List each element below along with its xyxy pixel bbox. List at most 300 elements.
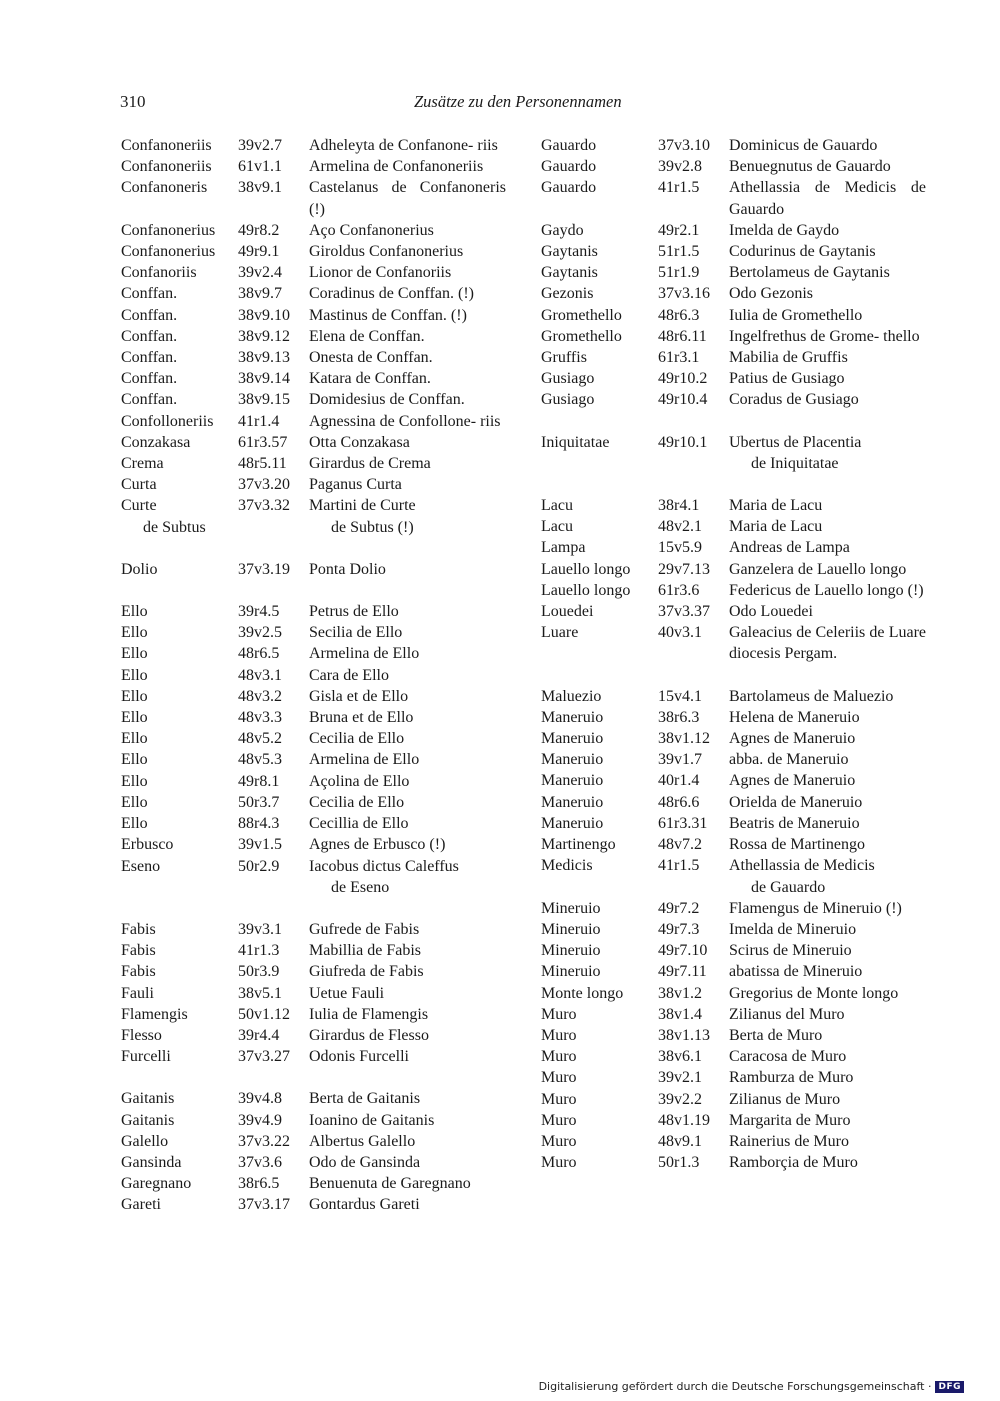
entry-text: Martini de Curte [309, 497, 416, 515]
index-entry [541, 855, 926, 876]
entry-text: Maria de Lacu [729, 518, 823, 536]
index-entry [121, 220, 506, 241]
index-entry-continuation [121, 877, 506, 898]
entry-name: Ello [121, 793, 148, 811]
entry-name: Maneruio [541, 814, 604, 832]
entry-reference: 48r6.6 [658, 793, 700, 811]
entry-text: Domidesius de Conffan. [309, 391, 465, 409]
entry-name: Lauello longo [541, 560, 631, 578]
entry-text: Athellassia de Medicis de Gauardo [729, 179, 926, 218]
entry-name: Gezonis [541, 285, 594, 303]
index-entry [541, 728, 926, 749]
entry-reference: 38v9.15 [238, 391, 290, 409]
entry-text: Flamengus de Mineruio (!) [729, 899, 902, 917]
index-entry-continuation [121, 517, 506, 538]
index-entry [121, 665, 506, 686]
entry-name: Conffan. [121, 349, 178, 367]
index-entry [541, 177, 926, 219]
entry-name: Gareti [121, 1196, 161, 1214]
entry-name: Confanonerius [121, 243, 216, 261]
index-entry [121, 601, 506, 622]
entry-reference: 37v3.19 [238, 560, 290, 578]
index-entry [541, 305, 926, 326]
entry-name: Gaydo [541, 221, 584, 239]
entry-text: Onesta de Conffan. [309, 349, 433, 367]
index-entry [541, 220, 926, 241]
entry-reference: 41r1.4 [238, 412, 280, 430]
index-entry [541, 1110, 926, 1131]
running-title: Zusätze zu den Personennamen [414, 92, 622, 111]
entry-gap [541, 411, 926, 432]
index-entry [121, 1004, 506, 1025]
entry-reference: 37v3.17 [238, 1196, 290, 1214]
index-entry [121, 347, 506, 368]
entry-reference: 38v1.4 [658, 1005, 702, 1023]
entry-reference: 39v2.5 [238, 624, 282, 642]
entry-text: Ubertus de Placentia [729, 433, 862, 451]
entry-name: Lacu [541, 497, 573, 515]
entry-name: Conffan. [121, 370, 178, 388]
index-entry [121, 432, 506, 453]
entry-text: Bertolameus de Gaytanis [729, 264, 890, 282]
entry-text: Katara de Conffan. [309, 370, 431, 388]
entry-text: Gufrede de Fabis [309, 920, 420, 938]
index-entry [541, 389, 926, 410]
index-entry [121, 1173, 506, 1194]
entry-reference: 38r4.1 [658, 497, 700, 515]
index-entry [121, 856, 506, 877]
index-entry [121, 495, 506, 516]
entry-name: Muro [541, 1005, 577, 1023]
entry-text: Orielda de Maneruio [729, 793, 863, 811]
entry-name: Gromethello [541, 306, 622, 324]
entry-text: Imelda de Mineruio [729, 920, 857, 938]
entry-reference: 51r1.9 [658, 264, 700, 282]
entry-text: Zilianus de Muro [729, 1090, 841, 1108]
index-entry [121, 961, 506, 982]
entry-text-continuation: de Iniquitatae [751, 454, 839, 472]
entry-text: Iacobus dictus Caleffus [309, 857, 459, 875]
entry-text: Maria de Lacu [729, 497, 823, 515]
entry-reference: 49r7.10 [658, 942, 708, 960]
entry-name: Crema [121, 455, 164, 473]
entry-text: Odo de Gansinda [309, 1153, 421, 1171]
entry-text: Adheleyta de Confanone- riis [309, 137, 498, 154]
index-entry [121, 453, 506, 474]
index-entry [541, 559, 926, 580]
entry-reference: 61r3.31 [658, 814, 708, 832]
index-entry [121, 474, 506, 495]
entry-name: Mineruio [541, 920, 601, 938]
entry-text: Aço Confanonerius [309, 221, 434, 239]
entry-name: Muro [541, 1026, 577, 1044]
entry-reference: 39v1.7 [658, 751, 702, 769]
entry-reference: 49r7.2 [658, 899, 700, 917]
index-entry [541, 241, 926, 262]
entry-name: Furcelli [121, 1048, 171, 1066]
entry-text: Federicus de Lauello longo (!) [729, 581, 924, 599]
index-entry [541, 1025, 926, 1046]
entry-name: Maneruio [541, 772, 604, 790]
entry-name: Lacu [541, 518, 573, 536]
index-entry [121, 707, 506, 728]
entry-text: Rossa de Martinengo [729, 836, 865, 854]
entry-name: Louedei [541, 603, 594, 621]
entry-reference: 39v2.2 [658, 1090, 702, 1108]
entry-reference-blank [680, 453, 751, 474]
entry-text: Coradus de Gusiago [729, 391, 859, 409]
entry-name: Muro [541, 1111, 577, 1129]
entry-text: Odo Louedei [729, 603, 813, 621]
entry-text-continuation: de Gauardo [751, 878, 826, 896]
entry-reference: 38v9.14 [238, 370, 290, 388]
index-entry [121, 262, 506, 283]
index-entry [541, 940, 926, 961]
entry-name: Confanoneriis [121, 137, 212, 154]
entry-text: Ioanino de Gaitanis [309, 1111, 435, 1129]
entry-text: Cecillia de Ello [309, 815, 409, 833]
entry-text: Beatris de Maneruio [729, 814, 860, 832]
index-entry [541, 1067, 926, 1088]
index-entry [541, 156, 926, 177]
index-entry [121, 940, 506, 961]
entry-reference: 48r6.3 [658, 306, 700, 324]
entry-name: Maneruio [541, 751, 604, 769]
entry-name: Ello [121, 687, 148, 705]
entry-reference: 48r6.11 [658, 327, 707, 345]
entry-reference: 39r4.5 [238, 603, 280, 621]
entry-gap [541, 474, 926, 495]
entry-reference: 38r6.3 [658, 708, 700, 726]
entry-reference: 38v5.1 [238, 984, 282, 1002]
index-entry [121, 1088, 506, 1109]
entry-name: Gauardo [541, 158, 597, 176]
entry-name: Confanoriis [121, 264, 197, 282]
entry-reference: 48r6.5 [238, 645, 280, 663]
index-entry [121, 305, 506, 326]
entry-name: Iniquitatae [541, 433, 610, 451]
entry-name: Conffan. [121, 327, 178, 345]
entry-name: Conzakasa [121, 433, 191, 451]
entry-name: Dolio [121, 560, 158, 578]
index-entry [541, 1131, 926, 1152]
entry-text: Bartolameus de Maluezio [729, 687, 894, 705]
entry-reference-blank [680, 877, 751, 898]
index-entry [541, 707, 926, 728]
entry-reference: 48r5.11 [238, 455, 287, 473]
entry-reference: 39v2.7 [238, 137, 282, 154]
index-entry [541, 1004, 926, 1025]
index-entry [541, 537, 926, 558]
entry-text: Gisla et de Ello [309, 687, 409, 705]
index-entry [541, 326, 926, 347]
index-entry [121, 771, 506, 792]
entry-gap [121, 898, 506, 919]
entry-reference: 37v3.10 [658, 137, 710, 154]
entry-name: Fabis [121, 963, 156, 981]
entry-text: Açolina de Ello [309, 772, 410, 790]
entry-reference: 50r3.7 [238, 793, 280, 811]
entry-reference: 48v3.1 [238, 666, 282, 684]
entry-name: Maneruio [541, 708, 604, 726]
entry-text: Armelina de Ello [309, 751, 420, 769]
index-entry [541, 770, 926, 791]
index-entry-continuation [541, 877, 926, 898]
entry-reference: 39r4.4 [238, 1026, 280, 1044]
entry-text: Castelanus de Confanoneris (!) [309, 179, 506, 218]
entry-reference: 50r2.9 [238, 857, 280, 875]
entry-name: Erbusco [121, 836, 174, 854]
entry-reference: 39v2.4 [238, 264, 282, 282]
entry-text: Benuegnutus de Gauardo [729, 158, 891, 176]
entry-reference: 61v1.1 [238, 158, 282, 176]
entry-name: Conffan. [121, 306, 178, 324]
entry-text: Albertus Galello [309, 1132, 416, 1150]
index-entry [541, 898, 926, 919]
entry-text: Patius de Gusiago [729, 370, 845, 388]
entry-text-continuation: de Eseno [331, 878, 390, 896]
entry-gap [121, 580, 506, 601]
entry-text: Cara de Ello [309, 666, 389, 684]
entry-name: Confolloneriis [121, 412, 214, 430]
entry-reference: 49r7.11 [658, 963, 707, 981]
entry-reference-blank [260, 517, 331, 538]
index-entry [121, 813, 506, 834]
entry-name: Gauardo [541, 137, 597, 154]
entry-name: Garegnano [121, 1175, 192, 1193]
index-entry [121, 1131, 506, 1152]
entry-reference: 38v9.7 [238, 285, 282, 303]
entry-text: Coradinus de Conffan. (!) [309, 285, 474, 303]
index-entry [121, 1025, 506, 1046]
entry-text: Ponta Dolio [309, 560, 386, 578]
entry-reference: 48v3.2 [238, 687, 282, 705]
entry-reference: 61r3.57 [238, 433, 288, 451]
entry-name: Maneruio [541, 730, 604, 748]
index-entry [541, 919, 926, 940]
entry-reference: 49r10.2 [658, 370, 708, 388]
entry-reference: 37v3.32 [238, 497, 290, 515]
entry-text: abba. de Maneruio [729, 751, 849, 769]
entry-text: Odonis Furcelli [309, 1048, 409, 1066]
entry-reference: 38v1.12 [658, 730, 710, 748]
entry-gap [541, 665, 926, 686]
entry-name: Ello [121, 624, 148, 642]
entry-text: Codurinus de Gaytanis [729, 243, 876, 261]
entry-name: Mineruio [541, 963, 601, 981]
entry-text: Agnes de Maneruio [729, 730, 856, 748]
index-entry-continuation [541, 453, 926, 474]
entry-reference: 37v3.6 [238, 1153, 282, 1171]
index-entry [121, 983, 506, 1004]
index-entry [121, 1194, 506, 1215]
entry-reference: 41r1.3 [238, 942, 280, 960]
entry-text: abatissa de Mineruio [729, 963, 863, 981]
entry-reference: 39v2.1 [658, 1069, 702, 1087]
entry-reference: 38v1.2 [658, 984, 702, 1002]
entry-name: Muro [541, 1090, 577, 1108]
entry-text: Bruna et de Ello [309, 709, 414, 727]
index-entry [121, 241, 506, 262]
index-entry [541, 283, 926, 304]
index-entry [541, 1046, 926, 1067]
entry-reference: 49r7.3 [658, 920, 700, 938]
entry-reference: 37v3.22 [238, 1132, 290, 1150]
entry-text: Agnessina de Confollone- riis [309, 412, 501, 430]
index-entry [121, 919, 506, 940]
entry-text: Armelina de Ello [309, 645, 420, 663]
entry-reference: 48v9.1 [658, 1132, 702, 1150]
entry-text: Mabillia de Fabis [309, 942, 421, 960]
entry-text: Zilianus del Muro [729, 1005, 845, 1023]
entry-text: Giroldus Confanonerius [309, 243, 464, 261]
entry-reference: 48v2.1 [658, 518, 702, 536]
entry-text: Berta de Gaitanis [309, 1090, 421, 1108]
entry-reference: 37v3.37 [658, 603, 710, 621]
entry-gap [121, 1067, 506, 1088]
index-entry [121, 326, 506, 347]
entry-name: Martinengo [541, 836, 616, 854]
entry-reference: 38v9.10 [238, 306, 290, 324]
right-column [541, 135, 926, 1173]
entry-reference: 40r1.4 [658, 772, 700, 790]
entry-name-continuation [121, 877, 260, 898]
entry-reference: 48v7.2 [658, 836, 702, 854]
entry-reference: 49r8.2 [238, 221, 280, 239]
entry-name: Ello [121, 709, 148, 727]
entry-name-continuation: de Subtus [143, 518, 206, 536]
entry-name: Gaytanis [541, 243, 598, 261]
index-entry [121, 686, 506, 707]
entry-name: Flamengis [121, 1005, 188, 1023]
index-entry [541, 580, 926, 601]
index-entry [541, 262, 926, 283]
entry-reference: 41r1.5 [658, 857, 700, 875]
entry-name: Confanoneris [121, 179, 208, 197]
entry-reference: 48v1.19 [658, 1111, 710, 1129]
entry-reference: 61r3.6 [658, 581, 700, 599]
index-entry [541, 516, 926, 537]
entry-text: Scirus de Mineruio [729, 942, 852, 960]
entry-name: Maneruio [541, 793, 604, 811]
entry-reference: 38v1.13 [658, 1026, 710, 1044]
entry-name: Flesso [121, 1026, 162, 1044]
entry-name: Confanonerius [121, 221, 216, 239]
entry-name: Ello [121, 751, 148, 769]
entry-reference: 48v3.3 [238, 709, 282, 727]
entry-reference: 15v5.9 [658, 539, 702, 557]
entry-text: Dominicus de Gauardo [729, 137, 878, 154]
index-entry [121, 368, 506, 389]
entry-text: Iulia de Flamengis [309, 1005, 429, 1023]
index-entry [121, 135, 506, 156]
index-entry [541, 347, 926, 368]
entry-name: Eseno [121, 857, 161, 875]
entry-reference: 50v1.12 [238, 1005, 290, 1023]
entry-name: Lauello longo [541, 581, 631, 599]
entry-text: Agnes de Maneruio [729, 772, 856, 790]
entry-reference: 38v6.1 [658, 1048, 702, 1066]
entry-text: Berta de Muro [729, 1026, 823, 1044]
entry-text: Gontardus Gareti [309, 1196, 420, 1214]
entry-text: Ramburza de Muro [729, 1069, 854, 1087]
entry-name: Fabis [121, 920, 156, 938]
entry-reference: 49r10.4 [658, 391, 708, 409]
entry-text: Uetue Fauli [309, 984, 385, 1002]
entry-name: Conffan. [121, 285, 178, 303]
entry-name: Gaytanis [541, 264, 598, 282]
entry-reference: 38v9.13 [238, 349, 290, 367]
entry-text: Iulia de Gromethello [729, 306, 863, 324]
index-entry [121, 792, 506, 813]
index-entry [541, 622, 926, 664]
index-entry [541, 495, 926, 516]
index-entry [121, 156, 506, 177]
entry-reference: 39v4.9 [238, 1111, 282, 1129]
entry-text: Lionor de Confanoriis [309, 264, 452, 282]
entry-reference: 39v1.5 [238, 836, 282, 854]
index-entry [121, 643, 506, 664]
entry-text: Benuenuta de Garegnano [309, 1175, 471, 1193]
entry-text: Secilia de Ello [309, 624, 403, 642]
entry-name: Mineruio [541, 899, 601, 917]
index-entry [121, 1046, 506, 1067]
index-entry [541, 961, 926, 982]
entry-name: Ello [121, 645, 148, 663]
entry-text: Agnes de Erbusco (!) [309, 836, 446, 854]
entry-name: Fabis [121, 942, 156, 960]
index-entry [121, 834, 506, 855]
entry-name: Gauardo [541, 179, 597, 197]
entry-reference: 39v2.8 [658, 158, 702, 176]
entry-text: Petrus de Ello [309, 603, 399, 621]
entry-reference: 88r4.3 [238, 815, 280, 833]
entry-reference: 37v3.27 [238, 1048, 290, 1066]
entry-reference: 49r8.1 [238, 772, 280, 790]
entry-reference: 15v4.1 [658, 687, 702, 705]
entry-name: Medicis [541, 857, 593, 875]
entry-text: Gregorius de Monte longo [729, 984, 899, 1002]
index-entry [541, 749, 926, 770]
footer-credit-text: Digitalisierung gefördert durch die Deutsche Forschungsgemeinschaft · [538, 1380, 932, 1393]
entry-name: Ello [121, 730, 148, 748]
entry-text: Athellassia de Medicis [729, 857, 875, 875]
entry-text: Otta Conzakasa [309, 433, 410, 451]
entry-text: Mastinus de Conffan. (!) [309, 306, 467, 324]
entry-reference: 39v4.8 [238, 1090, 282, 1108]
index-entry [541, 601, 926, 622]
entry-reference: 37v3.16 [658, 285, 710, 303]
index-entry [541, 1152, 926, 1173]
entry-reference: 50r1.3 [658, 1154, 700, 1172]
entry-name: Curta [121, 476, 157, 494]
index-entry [541, 432, 926, 453]
entry-text: Galeacius de Celeriis de Luare diocesis Pergam. [729, 624, 926, 663]
entry-reference: 49r10.1 [658, 433, 708, 451]
entry-name: Lampa [541, 539, 586, 557]
entry-text: Girardus de Flesso [309, 1026, 429, 1044]
entry-reference: 39v3.1 [238, 920, 282, 938]
entry-name: Confanoneriis [121, 158, 212, 176]
entry-text: Andreas de Lampa [729, 539, 850, 557]
entry-name: Maluezio [541, 687, 602, 705]
entry-reference-blank [260, 877, 331, 898]
index-entry [541, 983, 926, 1004]
entry-name: Gaitanis [121, 1111, 175, 1129]
footer-credit [539, 1380, 964, 1393]
entry-name: Gaitanis [121, 1090, 175, 1108]
left-column [121, 135, 506, 1216]
